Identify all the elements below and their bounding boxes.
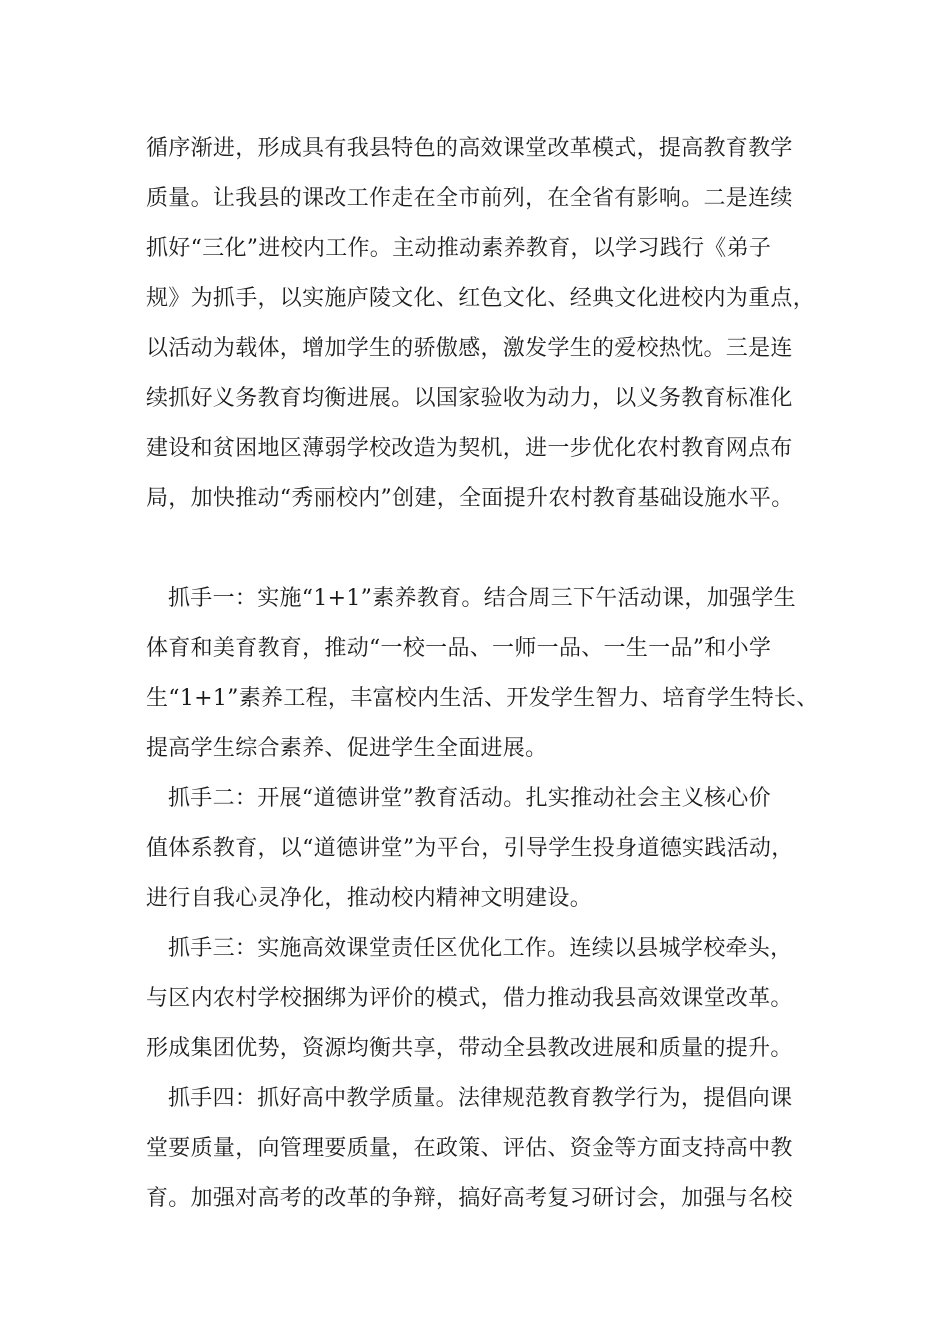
text-line: 与区内农村学校捆绑为评价的模式，借力推动我县高效课堂改革。 xyxy=(146,986,793,1011)
text-line: 建设和贫困地区薄弱学校改造为契机，进一步优化农村教育网点布 xyxy=(146,436,793,461)
text-line: 提高学生综合素养、促进学生全面进展。 xyxy=(146,736,548,761)
measure-item-1 xyxy=(146,574,836,774)
text-line: 进行自我心灵净化，推动校内精神文明建设。 xyxy=(146,886,593,911)
text-line: 抓手三：实施高效课堂责任区优化工作。连续以县城学校牵头， xyxy=(168,936,793,961)
intro-paragraph xyxy=(146,124,836,524)
text-line: 育。加强对高考的改革的争辩，搞好高考复习研讨会，加强与名校 xyxy=(146,1186,793,1211)
text-line: 规》为抓手，以实施庐陵文化、红色文化、经典文化进校内为重点， xyxy=(146,286,816,311)
measure-item-2 xyxy=(146,774,836,924)
text-line: 续抓好义务教育均衡进展。以国家验收为动力，以义务教育标准化 xyxy=(146,386,793,411)
text-line: 体育和美育教育，推动“一校一品、一师一品、一生一品”和小学 xyxy=(146,636,772,661)
text-line: 生“1+1”素养工程，丰富校内生活、开发学生智力、培育学生特长、 xyxy=(146,686,819,711)
text-line: 抓手二：开展“道德讲堂”教育活动。扎实推动社会主义核心价 xyxy=(168,786,771,811)
measures-list xyxy=(146,574,836,1224)
text-line: 循序渐进，形成具有我县特色的高效课堂改革模式，提高教育教学 xyxy=(146,136,793,161)
text-line: 抓手四：抓好高中教学质量。法律规范教育教学行为，提倡向课 xyxy=(168,1086,793,1111)
measure-item-4 xyxy=(146,1074,836,1224)
text-line: 局，加快推动“秀丽校内”创建，全面提升农村教育基础设施水平。 xyxy=(146,486,794,511)
measure-item-3 xyxy=(146,924,836,1074)
text-line: 形成集团优势，资源均衡共享，带动全县教改进展和质量的提升。 xyxy=(146,1036,793,1061)
text-line: 质量。让我县的课改工作走在全市前列，在全省有影响。二是连续 xyxy=(146,186,793,211)
text-line: 抓手一：实施“1+1”素养教育。结合周三下午活动课，加强学生 xyxy=(168,586,796,611)
text-line: 抓好“三化”进校内工作。主动推动素养教育，以学习践行《弟子 xyxy=(146,236,772,261)
text-line: 值体系教育，以“道德讲堂”为平台，引导学生投身道德实践活动， xyxy=(146,836,794,861)
text-line: 以活动为载体，增加学生的骄傲感，激发学生的爱校热忱。三是连 xyxy=(146,336,793,361)
text-line: 堂要质量，向管理要质量，在政策、评估、资金等方面支持高中教 xyxy=(146,1136,793,1161)
